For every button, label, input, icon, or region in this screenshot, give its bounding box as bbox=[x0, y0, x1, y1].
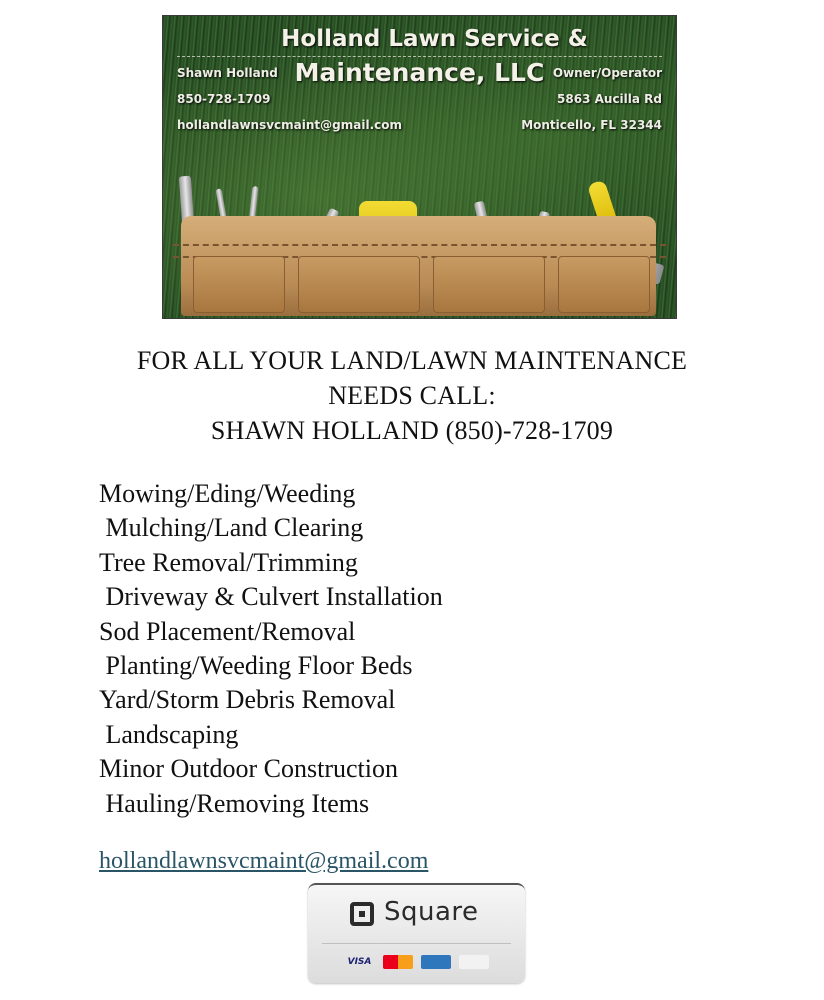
service-item: Sod Placement/Removal bbox=[99, 616, 356, 646]
card-name: Shawn Holland bbox=[177, 66, 278, 80]
belt-pocket bbox=[298, 256, 420, 313]
mastercard-icon bbox=[383, 955, 413, 969]
badge-divider bbox=[322, 943, 511, 944]
square-payments-badge bbox=[308, 883, 525, 983]
amex-icon bbox=[421, 955, 451, 969]
service-item: Yard/Storm Debris Removal bbox=[99, 685, 396, 715]
square-logo-icon bbox=[350, 902, 374, 926]
card-role: Owner/Operator bbox=[552, 66, 662, 80]
belt-pocket bbox=[193, 256, 285, 313]
headline-line2: NEEDS CALL: bbox=[328, 381, 496, 410]
card-title-line1: Holland Lawn Service & bbox=[281, 26, 588, 52]
card-title-line2: Maintenance, LLC bbox=[294, 58, 545, 87]
services-list bbox=[99, 477, 443, 821]
visa-icon: VISA bbox=[347, 957, 372, 967]
headline-line1: FOR ALL YOUR LAND/LAWN MAINTENANCE bbox=[136, 346, 688, 375]
service-item: Mulching/Land Clearing bbox=[99, 513, 364, 543]
service-item: Landscaping bbox=[99, 719, 239, 749]
card-address-line2: Monticello, FL 32344 bbox=[521, 118, 662, 132]
card-contact bbox=[177, 60, 402, 138]
service-item: Minor Outdoor Construction bbox=[99, 754, 398, 784]
accepted-cards bbox=[308, 955, 525, 969]
card-address-block bbox=[521, 60, 662, 138]
card-divider bbox=[177, 56, 662, 57]
discover-icon bbox=[459, 955, 489, 969]
email-link[interactable]: hollandlawnsvcmaint@gmail.com bbox=[99, 848, 429, 874]
belt-pocket bbox=[433, 256, 545, 313]
square-wordmark: Square bbox=[384, 897, 479, 927]
service-item: Hauling/Removing Items bbox=[99, 788, 370, 818]
headline bbox=[0, 343, 824, 448]
belt-pocket bbox=[558, 256, 650, 313]
service-item: Planting/Weeding Floor Beds bbox=[99, 651, 413, 681]
card-address-line1: 5863 Aucilla Rd bbox=[557, 92, 662, 106]
service-item: Driveway & Culvert Installation bbox=[99, 582, 443, 612]
card-email: hollandlawnsvcmaint@gmail.com bbox=[177, 118, 402, 132]
service-item: Tree Removal/Trimming bbox=[99, 547, 358, 577]
card-phone: 850-728-1709 bbox=[177, 92, 271, 106]
business-card bbox=[163, 16, 676, 318]
headline-line3: SHAWN HOLLAND (850)-728-1709 bbox=[210, 416, 614, 445]
service-item: Mowing/Eding/Weeding bbox=[99, 479, 356, 508]
